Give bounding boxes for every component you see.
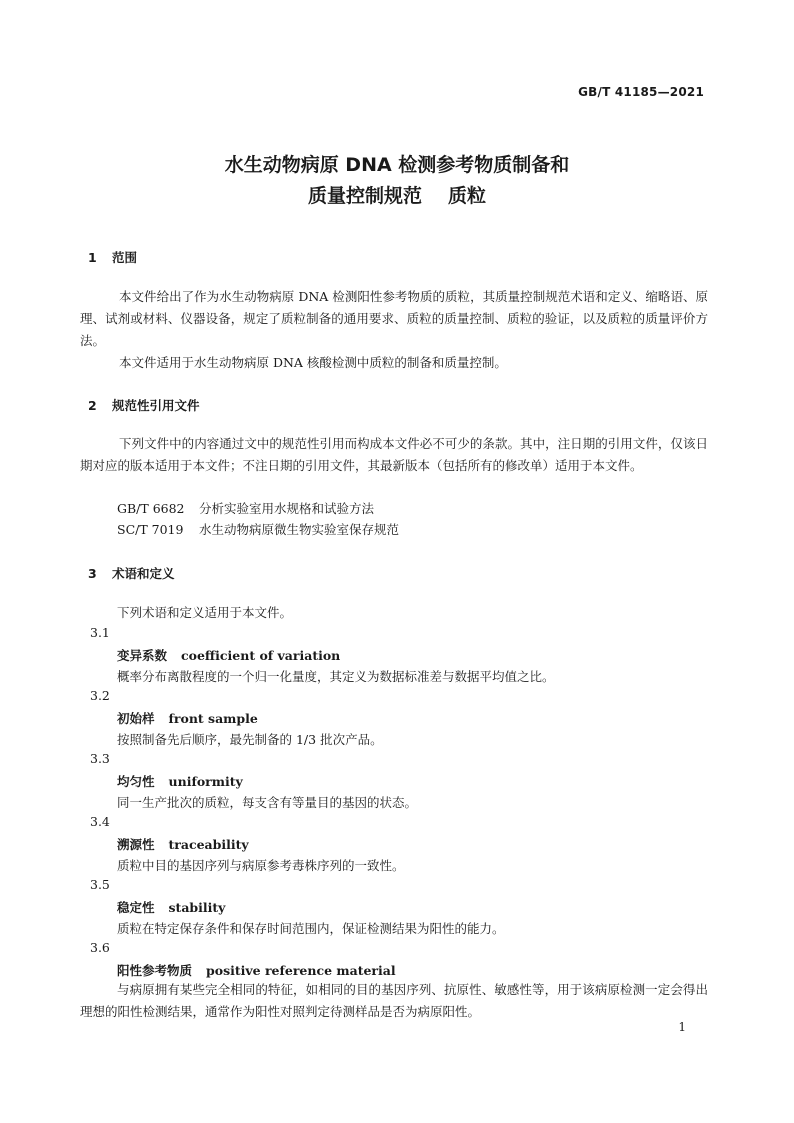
title-line-2 bbox=[0, 181, 794, 212]
term-number: 3.5 bbox=[90, 877, 110, 892]
term-definition: 按照制备先后顺序，最先制备的 1/3 批次产品。 bbox=[117, 732, 383, 747]
section-title: 范围 bbox=[112, 250, 138, 265]
term-heading bbox=[117, 772, 243, 790]
section-title: 术语和定义 bbox=[112, 566, 175, 581]
term-en: uniformity bbox=[168, 774, 243, 789]
term-number: 3.4 bbox=[90, 814, 110, 829]
term-en: coefficient of variation bbox=[181, 648, 341, 663]
term-heading bbox=[117, 835, 249, 853]
term-heading bbox=[117, 646, 340, 664]
term-definition: 质粒中目的基因序列与病原参考毒株序列的一致性。 bbox=[117, 858, 405, 873]
title-line-2a: 质量控制规范 bbox=[307, 185, 422, 207]
section-number: 1 bbox=[88, 250, 97, 265]
term-number: 3.1 bbox=[90, 625, 110, 640]
term-number: 3.2 bbox=[90, 688, 110, 703]
document-title bbox=[0, 150, 794, 212]
term-en: front sample bbox=[168, 711, 258, 726]
section-number: 3 bbox=[88, 566, 97, 581]
term-number: 3.3 bbox=[90, 751, 110, 766]
normative-ref-2 bbox=[117, 520, 399, 538]
title-line-1: 水生动物病原 DNA 检测参考物质制备和 bbox=[224, 154, 570, 176]
term-en: positive reference material bbox=[206, 963, 396, 978]
term-definition: 与病原拥有某些完全相同的特征，如相同的目的基因序列、抗原性、敏感性等，用于该病原检测一定会得出理想的阳性检测结果，通常作为阳性对照判定待测样品是否为病原阳性。 bbox=[80, 982, 708, 1019]
normative-intro: 下列文件中的内容通过文中的规范性引用而构成本文件必不可少的条款。其中，注日期的引用文件，仅该日期对应的版本适用于本文件；不注日期的引用文件，其最新版本（包括所有的修改单）适用于本文件。 bbox=[80, 436, 708, 473]
term-zh: 初始样 bbox=[117, 711, 155, 726]
section-title: 规范性引用文件 bbox=[112, 398, 200, 413]
term-heading bbox=[117, 898, 225, 916]
term-definition: 同一生产批次的质粒，每支含有等量目的基因的状态。 bbox=[117, 795, 418, 810]
section-number: 2 bbox=[88, 398, 97, 413]
ref-code: GB/T 6682 bbox=[117, 501, 185, 516]
page-number: 1 bbox=[678, 1020, 686, 1034]
term-zh: 变异系数 bbox=[117, 648, 168, 663]
term-heading bbox=[117, 709, 258, 727]
normative-ref-1 bbox=[117, 499, 374, 517]
term-zh: 稳定性 bbox=[117, 900, 155, 915]
ref-title: 分析实验室用水规格和试验方法 bbox=[199, 501, 375, 516]
section-heading-1 bbox=[88, 248, 137, 266]
terms-intro: 下列术语和定义适用于本文件。 bbox=[117, 605, 293, 620]
term-zh: 溯源性 bbox=[117, 837, 155, 852]
scope-paragraph-1: 本文件给出了作为水生动物病原 DNA 检测阳性参考物质的质粒，其质量控制规范术语和定义、缩略语、原理、试剂或材料、仪器设备，规定了质粒制备的通用要求、质粒的质量控制、质粒的验证，以及质粒的质量评价方法。 bbox=[80, 289, 708, 348]
term-definition: 概率分布离散程度的一个归一化量度，其定义为数据标准差与数据平均值之比。 bbox=[117, 669, 555, 684]
scope-paragraph-2: 本文件适用于水生动物病原 DNA 核酸检测中质粒的制备和质量控制。 bbox=[119, 355, 507, 370]
term-heading bbox=[117, 961, 396, 979]
ref-title: 水生动物病原微生物实验室保存规范 bbox=[199, 522, 400, 537]
standard-code: GB/T 41185—2021 bbox=[578, 85, 704, 99]
section-heading-2 bbox=[88, 396, 200, 414]
term-number: 3.6 bbox=[90, 940, 110, 955]
section-heading-3 bbox=[88, 564, 175, 582]
term-zh: 阳性参考物质 bbox=[117, 963, 193, 978]
term-definition: 质粒在特定保存条件和保存时间范围内，保证检测结果为阳性的能力。 bbox=[117, 921, 505, 936]
term-zh: 均匀性 bbox=[117, 774, 155, 789]
title-line-2b: 质粒 bbox=[448, 185, 487, 207]
ref-code: SC/T 7019 bbox=[117, 522, 184, 537]
term-en: stability bbox=[168, 900, 226, 915]
term-en: traceability bbox=[168, 837, 249, 852]
